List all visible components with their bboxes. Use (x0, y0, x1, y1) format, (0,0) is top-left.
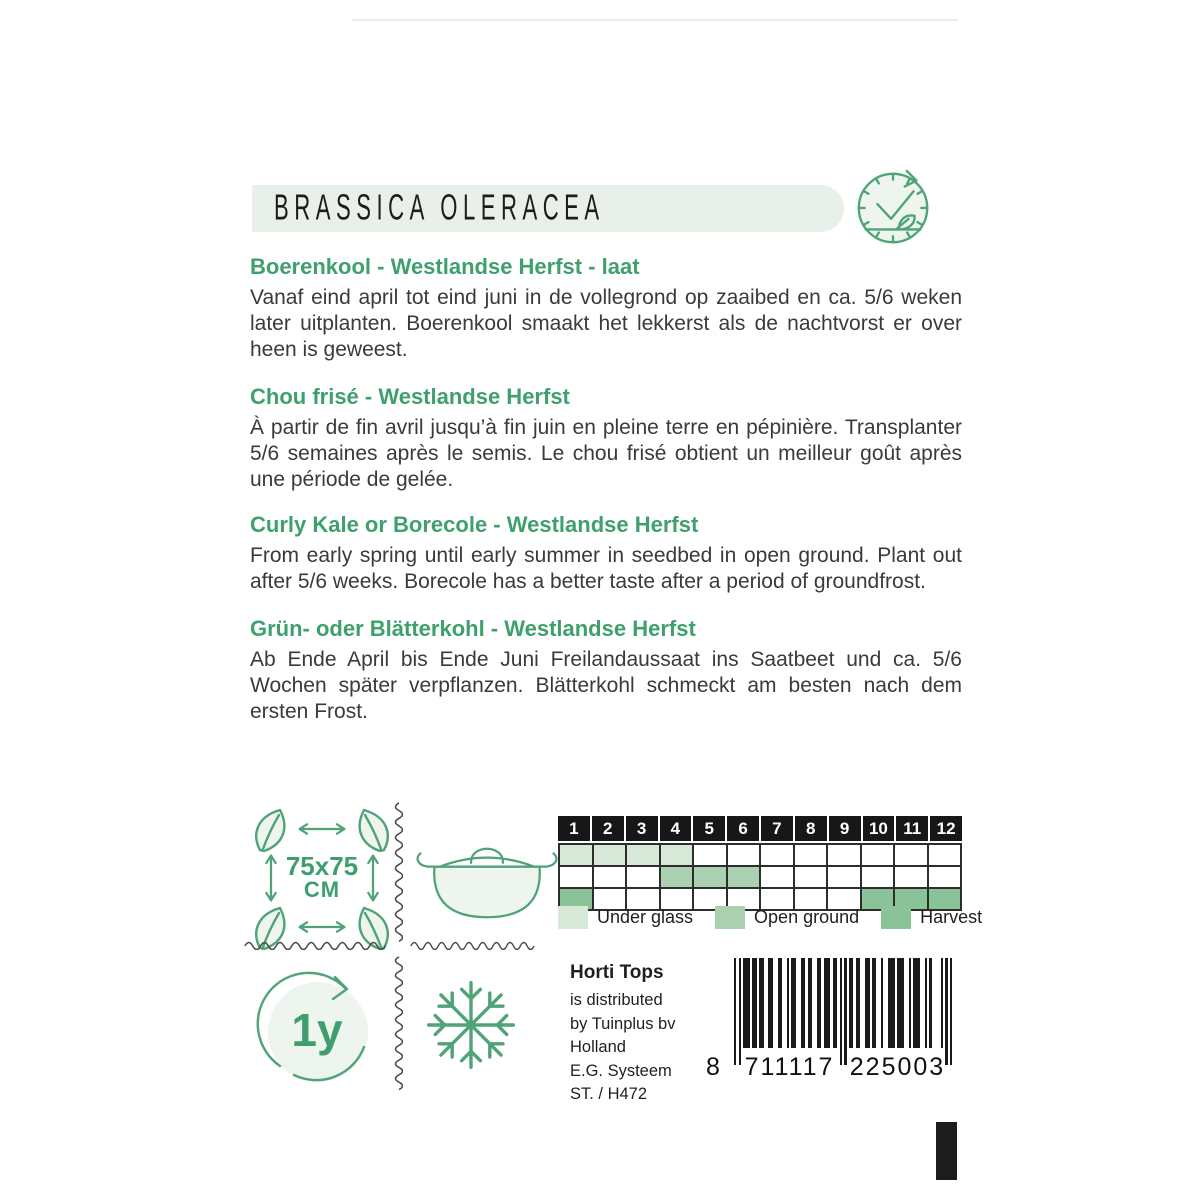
section-german-title: Grün- oder Blätterkohl - Westlandse Herfst (250, 616, 696, 641)
calendar-cell (862, 845, 894, 865)
species-band (252, 185, 844, 232)
calendar-cell (694, 845, 726, 865)
legend-swatch (715, 906, 745, 929)
legend-label: Under glass (597, 907, 694, 927)
legend-swatch (558, 906, 588, 929)
calendar-cell (560, 867, 592, 887)
ean-barcode (704, 958, 966, 1082)
horizontal-arrow-icon (294, 919, 350, 935)
distributor-line: ST. / H472 (570, 1085, 648, 1103)
calendar-month-12: 12 (930, 816, 962, 841)
vertical-arrow-icon (263, 850, 279, 906)
calendar-cell (560, 845, 592, 865)
wavy-divider-horizontal (410, 940, 540, 950)
barcode-digits-right: 225003 (849, 1053, 946, 1081)
legend-item (558, 906, 693, 929)
calendar-cell (694, 867, 726, 887)
calendar-cell (728, 867, 760, 887)
distributor-line: Holland (570, 1038, 626, 1056)
barcode-digits-left: 711117 (744, 1053, 835, 1081)
calendar-cell (929, 845, 961, 865)
section-french-body: À partir de fin avril jusqu’à fin juin en pleine terre en pépinière. Transplanter 5/6 semaines après le semis. Le chou frisé obtient un meilleur goût après une période de gelée. (250, 416, 962, 491)
calendar-month-10: 10 (863, 816, 895, 841)
wavy-divider-vertical (393, 802, 403, 948)
species-title: BRASSICA OLERACEA (274, 187, 605, 228)
calendar-cell (862, 867, 894, 887)
distributor-line: E.G. Systeem (570, 1061, 672, 1080)
section-dutch-title: Boerenkool - Westlandse Herfst - laat (250, 254, 640, 279)
calendar-cell (828, 845, 860, 865)
leaf-icon (351, 805, 395, 853)
section-dutch-body: Vanaf eind april tot eind juni in de vollegrond op zaaibed en ca. 5/6 weken later uitplanten. Boerenkool smaakt het lekkerst als de nachtvorst er over heen is geweest. (250, 286, 962, 361)
sowing-calendar-grid (558, 843, 962, 911)
calendar-cell (627, 867, 659, 887)
legend-swatch (881, 906, 911, 929)
barcode-digit-first: 8 (706, 1053, 720, 1081)
legend-label: Harvest (920, 907, 983, 927)
cooking-pot-icon (412, 818, 562, 932)
horizontal-arrow-icon (294, 821, 350, 837)
section-english-title: Curly Kale or Borecole - Westlandse Herfst (250, 512, 699, 537)
calendar-legend (558, 906, 1004, 929)
calendar-month-9: 9 (829, 816, 861, 841)
snowflake-icon (424, 978, 518, 1072)
calendar-month-8: 8 (795, 816, 827, 841)
calendar-month-3: 3 (626, 816, 658, 841)
calendar-cell (627, 845, 659, 865)
section-german-body: Ab Ende April bis Ende Juni Freilandaussaat ins Saatbeet und ca. 5/6 Wochen später verpflanzen. Blätterkohl schmeckt am besten nach dem ersten Frost. (250, 648, 962, 723)
calendar-month-1: 1 (558, 816, 590, 841)
calendar-month-7: 7 (761, 816, 793, 841)
section-german (250, 616, 962, 725)
calendar-cell (761, 867, 793, 887)
wavy-divider-vertical (393, 956, 403, 1096)
distributor-line: by Tuinplus bv (570, 1014, 676, 1033)
plant-spacing-value (285, 851, 359, 902)
plant-spacing-pictogram (248, 804, 396, 952)
calendar-month-header (558, 816, 962, 841)
calendar-cell (828, 867, 860, 887)
wavy-divider-horizontal (244, 940, 392, 950)
barcode-module (950, 958, 952, 1065)
calendar-cell (661, 867, 693, 887)
vertical-arrow-icon (365, 850, 381, 906)
legend-item (715, 906, 859, 929)
calendar-cell (728, 845, 760, 865)
print-registration-mark (936, 1122, 957, 1180)
section-dutch (250, 254, 962, 363)
calendar-month-6: 6 (727, 816, 759, 841)
calendar-cell (594, 845, 626, 865)
timer-clock-leaf-icon (850, 164, 936, 250)
lifespan-label: 1y (291, 1004, 343, 1056)
scan-edge-line (352, 19, 958, 21)
calendar-cell (795, 845, 827, 865)
calendar-cell (929, 867, 961, 887)
distributor-lines (570, 989, 720, 1107)
one-year-cycle-icon (250, 964, 382, 1096)
distributor-name: Horti Tops (570, 962, 664, 983)
section-french-title: Chou frisé - Westlandse Herfst (250, 384, 570, 409)
calendar-cell (895, 845, 927, 865)
section-english (250, 512, 962, 595)
calendar-cell (594, 867, 626, 887)
spacing-dimensions: 75x75 (285, 851, 359, 881)
distributor-block (570, 962, 720, 1107)
calendar-month-2: 2 (592, 816, 624, 841)
section-english-body: From early spring until early summer in seedbed in open ground. Plant out after 5/6 weeks. Borecole has a better taste after a period of groundfrost. (250, 544, 962, 593)
calendar-month-5: 5 (693, 816, 725, 841)
leaf-icon (249, 805, 293, 853)
barcode-bars (734, 958, 952, 1065)
calendar-cell (895, 867, 927, 887)
calendar-month-11: 11 (896, 816, 928, 841)
distributor-line: is distributed (570, 991, 663, 1009)
spacing-unit: CM (303, 877, 341, 902)
calendar-cell (761, 845, 793, 865)
calendar-cell (795, 867, 827, 887)
calendar-month-4: 4 (660, 816, 692, 841)
legend-label: Open ground (754, 907, 860, 927)
calendar-cell (661, 845, 693, 865)
legend-item (881, 906, 982, 929)
section-french (250, 384, 962, 493)
